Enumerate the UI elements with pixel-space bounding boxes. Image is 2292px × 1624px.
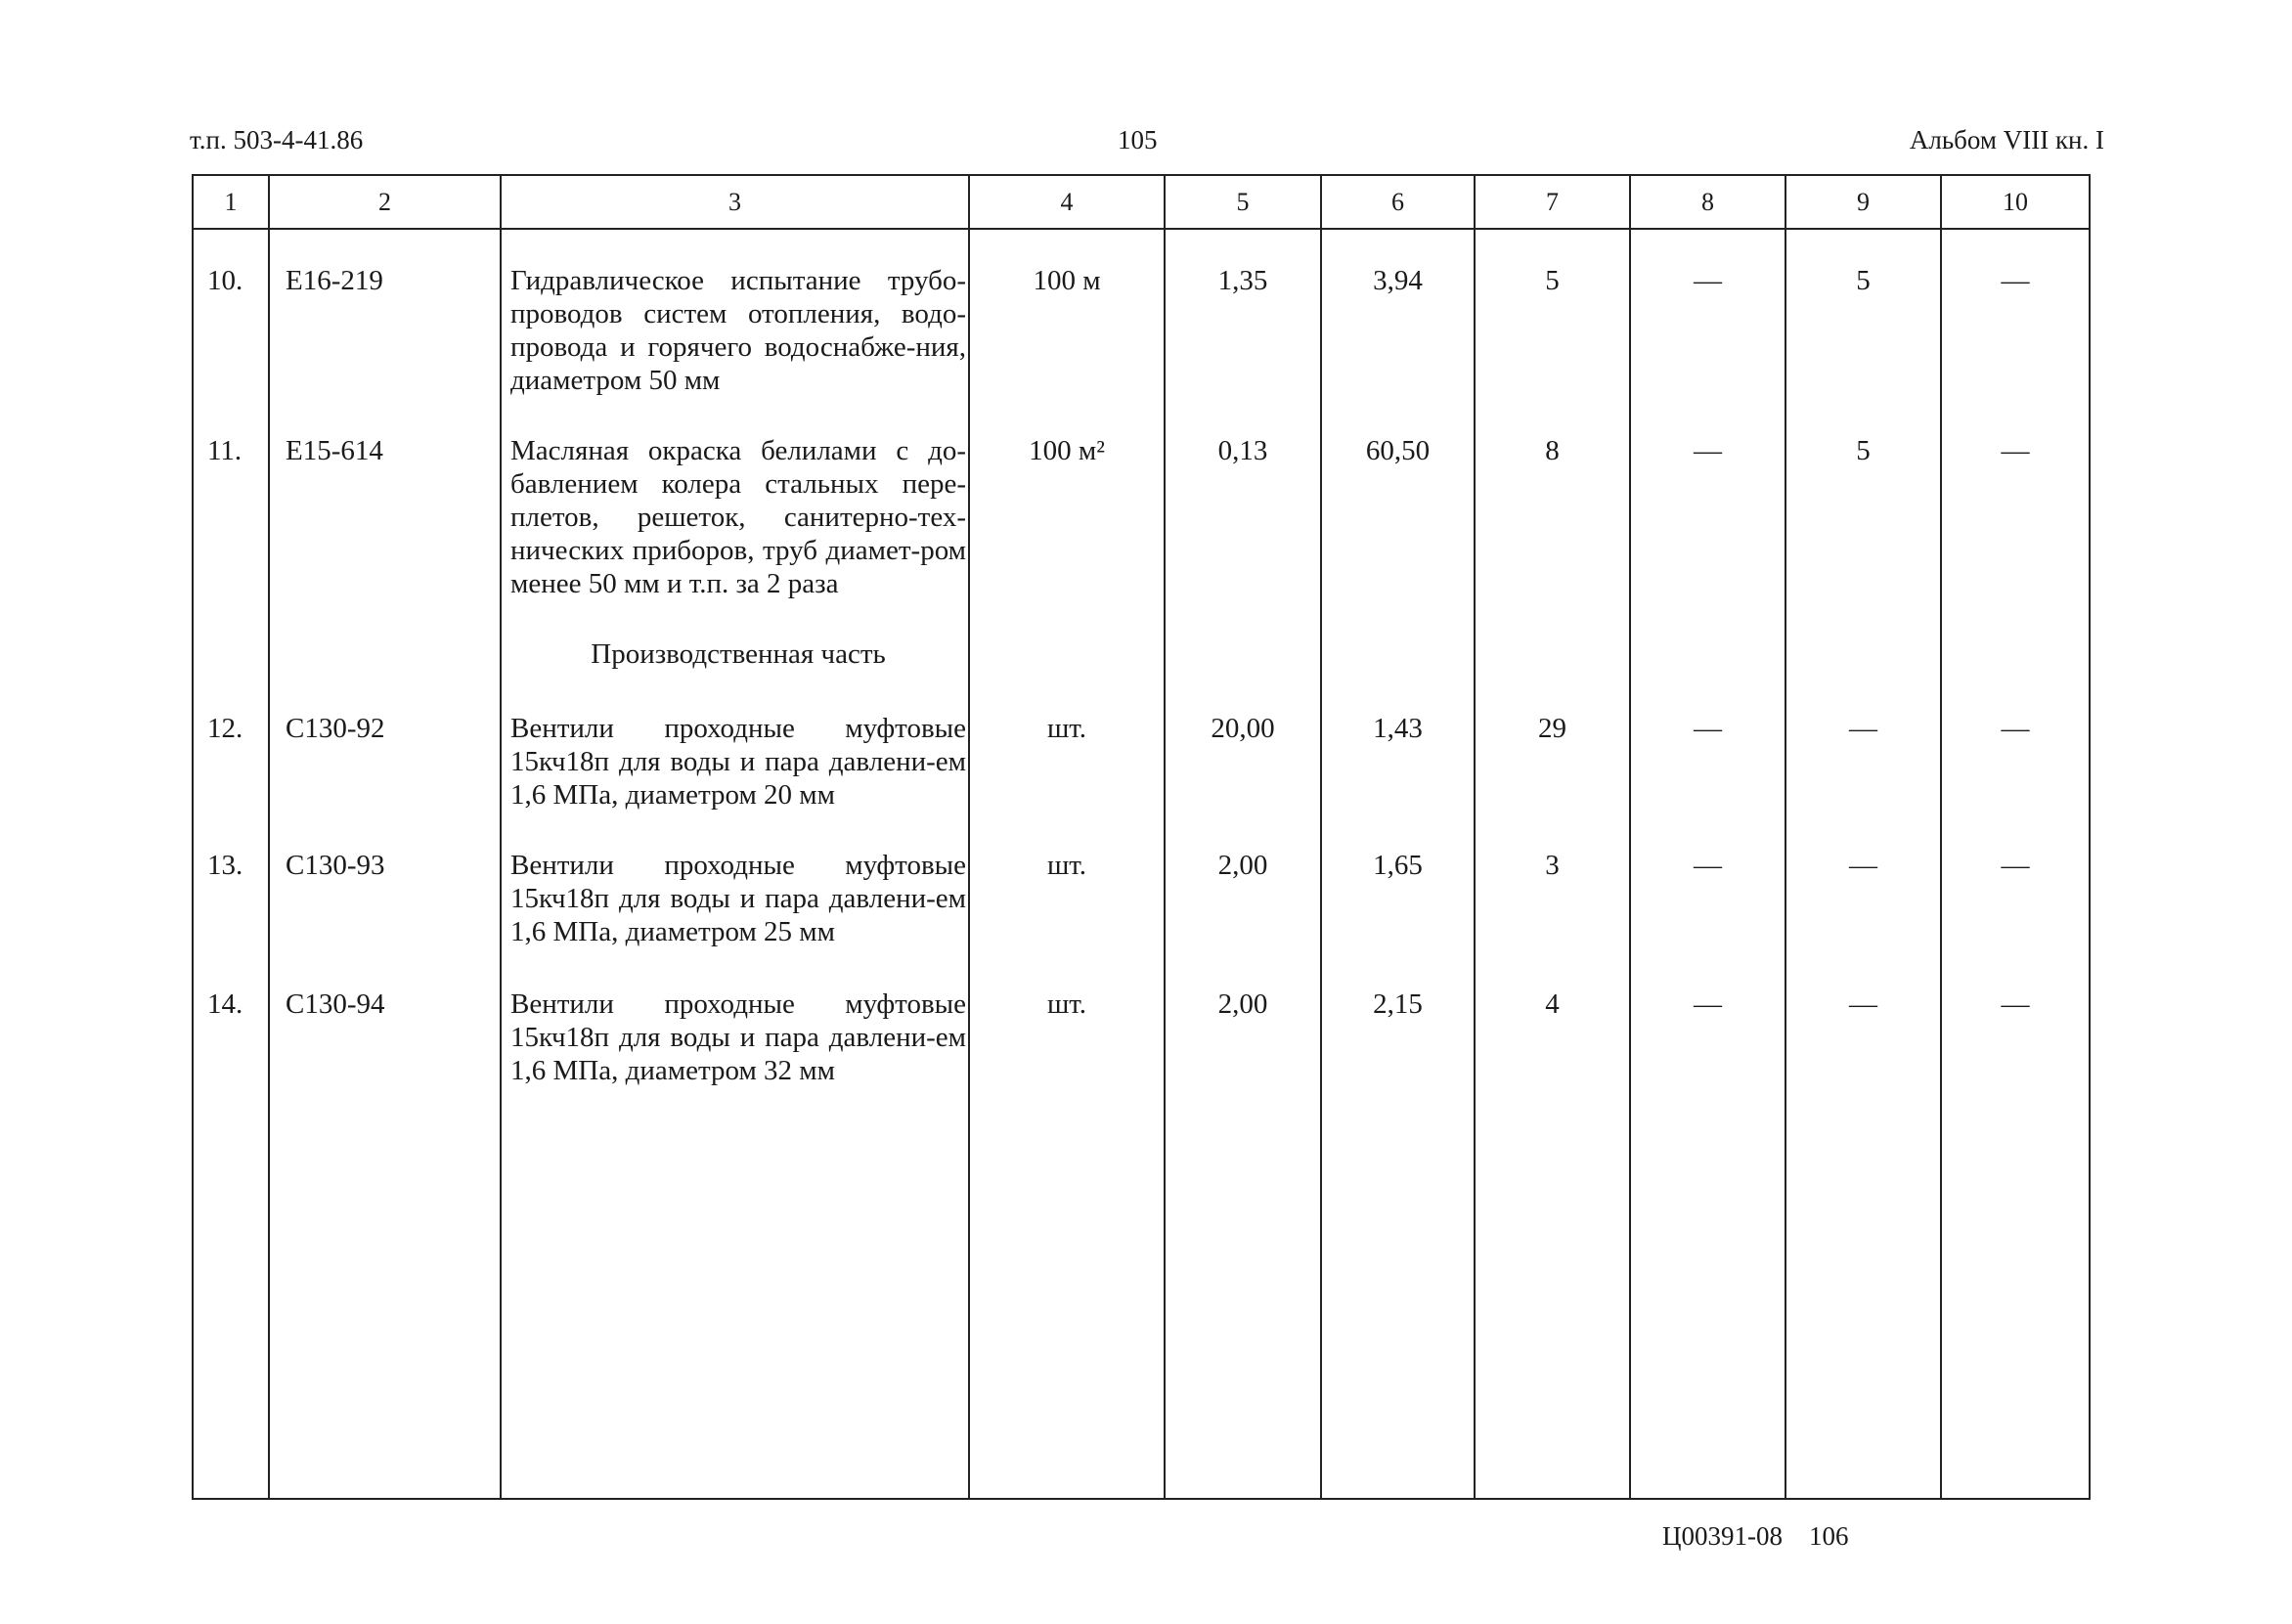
row-col9: — <box>1849 850 1877 881</box>
row-col7: 8 <box>1545 435 1560 466</box>
row-col5: 1,35 <box>1217 265 1268 296</box>
column-divider <box>1785 176 1786 1498</box>
column-number-9: 9 <box>1857 188 1870 216</box>
row-unit: шт. <box>1046 988 1087 1020</box>
row-col10: — <box>2001 850 2030 881</box>
row-col6: 3,94 <box>1373 265 1423 296</box>
row-col8: — <box>1694 265 1722 296</box>
row-col5: 2,00 <box>1217 988 1268 1020</box>
footer-page-number: 106 <box>1809 1521 1849 1551</box>
header-document-code: т.п. 503-4-41.86 <box>190 125 364 154</box>
header-row-divider <box>194 228 2089 230</box>
header-page-number: 105 <box>1118 125 1158 154</box>
row-col10: — <box>2001 988 2030 1020</box>
column-number-4: 4 <box>1060 188 1074 216</box>
row-unit: шт. <box>1046 850 1087 881</box>
header-album-label: Альбом VIII кн. I <box>1909 125 2104 154</box>
column-number-7: 7 <box>1546 188 1559 216</box>
row-col9: — <box>1849 713 1877 744</box>
column-divider <box>1474 176 1476 1498</box>
column-divider <box>1164 176 1166 1498</box>
column-divider <box>500 176 502 1498</box>
row-col10: — <box>2001 265 2030 296</box>
column-number-1: 1 <box>224 188 238 216</box>
row-col5: 2,00 <box>1217 850 1268 881</box>
row-col6: 1,65 <box>1373 850 1423 881</box>
column-divider <box>1940 176 1942 1498</box>
row-unit: 100 м <box>1033 265 1101 296</box>
column-number-5: 5 <box>1236 188 1250 216</box>
row-code: Е15-614 <box>286 435 383 466</box>
row-col8: — <box>1694 435 1722 466</box>
row-code: С130-94 <box>286 988 385 1020</box>
row-col10: — <box>2001 435 2030 466</box>
section-title: Производственная часть <box>591 638 886 670</box>
column-number-10: 10 <box>2003 188 2028 216</box>
row-col7: 4 <box>1545 988 1560 1020</box>
row-col6: 60,50 <box>1365 435 1431 466</box>
column-number-3: 3 <box>728 188 741 216</box>
column-divider <box>1320 176 1322 1498</box>
row-number: 13. <box>207 850 243 881</box>
row-col8: — <box>1694 850 1722 881</box>
column-number-6: 6 <box>1391 188 1404 216</box>
row-unit: шт. <box>1046 713 1087 744</box>
estimate-table <box>192 174 2091 1500</box>
row-number: 10. <box>207 265 243 296</box>
row-col9: 5 <box>1856 265 1871 296</box>
row-col6: 1,43 <box>1373 713 1423 744</box>
footer-document-code: Ц00391-08 <box>1662 1521 1783 1551</box>
column-divider <box>968 176 970 1498</box>
column-number-2: 2 <box>378 188 391 216</box>
row-code: С130-92 <box>286 713 385 744</box>
column-divider <box>268 176 270 1498</box>
row-number: 12. <box>207 713 243 744</box>
row-description: Вентили проходные муфтовые 15кч18п для воды и пара давлени-ем 1,6 МПа, диаметром 32 мм <box>510 988 966 1086</box>
row-number: 11. <box>207 435 242 466</box>
row-unit: 100 м² <box>1029 435 1105 466</box>
row-code: С130-93 <box>286 850 385 881</box>
column-divider <box>1629 176 1631 1498</box>
row-col9: 5 <box>1856 435 1871 466</box>
row-description: Вентили проходные муфтовые 15кч18п для воды и пара давлени-ем 1,6 МПа, диаметром 25 мм <box>510 850 966 947</box>
row-code: Е16-219 <box>286 265 383 296</box>
row-description: Вентили проходные муфтовые 15кч18п для воды и пара давлени-ем 1,6 МПа, диаметром 20 мм <box>510 713 966 811</box>
row-col5: 20,00 <box>1211 713 1275 744</box>
row-col9: — <box>1849 988 1877 1020</box>
row-description: Масляная окраска белилами с до-бавлением колера стальных пере-плетов, решеток, санитерно-тех-нических приборов, труб диамет-ром менее 50 мм и т.п. за 2 раза <box>510 435 966 599</box>
row-number: 14. <box>207 988 243 1020</box>
footer-stamp <box>1662 1521 1849 1551</box>
row-col7: 29 <box>1538 713 1566 744</box>
row-col7: 3 <box>1545 850 1560 881</box>
row-col10: — <box>2001 713 2030 744</box>
row-col8: — <box>1694 713 1722 744</box>
row-col8: — <box>1694 988 1722 1020</box>
row-col7: 5 <box>1545 265 1560 296</box>
column-number-8: 8 <box>1701 188 1714 216</box>
row-col6: 2,15 <box>1373 988 1423 1020</box>
row-description: Гидравлическое испытание трубо-проводов систем отопления, водо-провода и горячего водоснабже-ния, диаметром 50 мм <box>510 265 966 396</box>
row-col5: 0,13 <box>1217 435 1268 466</box>
